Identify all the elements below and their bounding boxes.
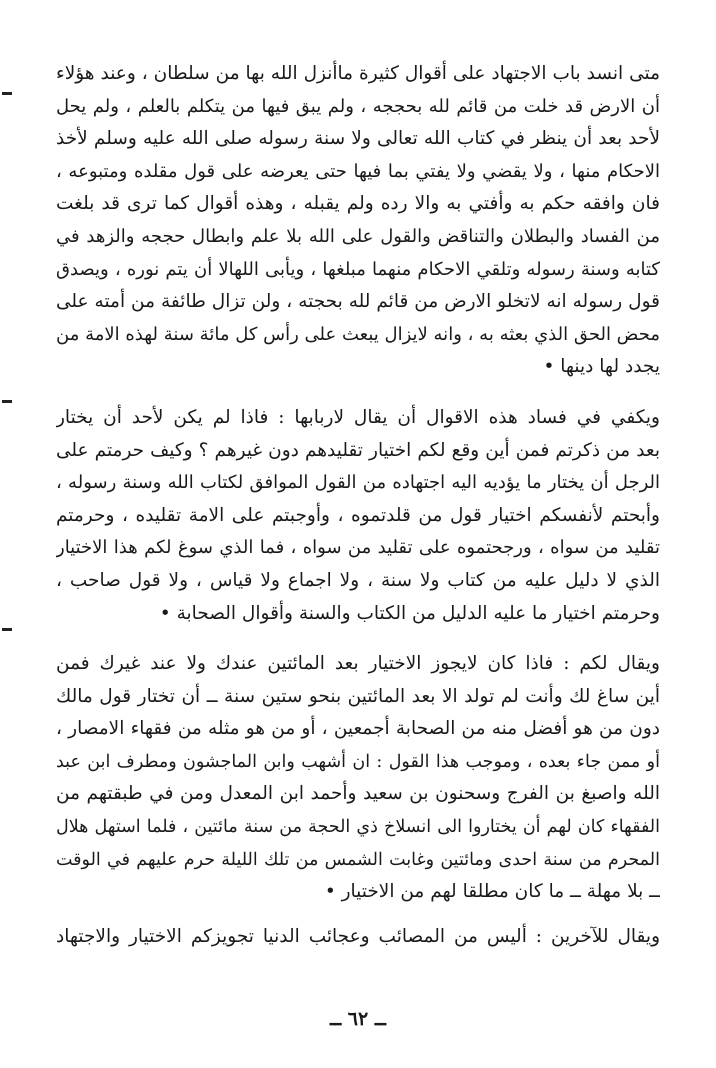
- text-line: من الفساد والبطلان والتناقض والقول على الله بلا علم وابطال حججه والزهد في: [56, 225, 660, 247]
- text-line: لأحد بعد أن ينظر في كتاب الله تعالى ولا سنة رسوله صلى الله عليه وسلم لأخذ: [56, 128, 660, 150]
- text-line: الله واصبغ بن الفرج وسحنون بن سعيد وأحمد ابن المعدل ومن في طبقتهم من: [56, 783, 660, 805]
- text-line: أو ممن جاء بعده ، وموجب هذا القول : ان أشهب وابن الماجشون ومطرف ابن عبد: [56, 751, 660, 772]
- text-line: ويقال لكم : فاذا كان لايجوز الاختيار بعد المائتين عندك ولا عند غيرك فمن: [56, 653, 660, 675]
- text-line: متى انسد باب الاجتهاد على أقوال كثيرة ماأنزل الله بها من سلطان ، وعند هؤلاء: [56, 63, 660, 84]
- text-line: ــ بلا مهلة ــ ما كان مطلقا لهم من الاختيار •: [324, 881, 660, 903]
- text-line: بعد من ذكرتم فمن أين وقع لكم اختيار تقليدهم دون غيرهم ؟ وكيف حرمتم على: [56, 439, 660, 461]
- paragraph-1: [56, 58, 660, 384]
- text-line: محض الحق الذي بعثه به ، وانه لايزال يبعث على رأس كل مائة سنة لهذه الامة من: [56, 323, 660, 345]
- text-line: كتابه وسنة رسوله وتلقي الاحكام منهما مبلغها ، ويأبى اللهالا أن يتم نوره ، ويصدق: [56, 258, 660, 280]
- text-line: الفقهاء كان لهم أن يختاروا الى انسلاخ ذي الحجة من سنة مائتين ، فلما استهل هلال: [56, 817, 660, 838]
- text-line: قول رسوله انه لاتخلو الارض من قائم لله بحجته ، ولن تزال طائفة من أمته على: [56, 291, 660, 313]
- paragraph-gap: [56, 909, 660, 921]
- text-line: أين ساغ لك وأنت لم تولد الا بعد المائتين بنحو ستين سنة ــ أن تختار قول مالك: [56, 685, 660, 707]
- paragraph-4: [56, 921, 660, 954]
- text-body: [56, 58, 660, 953]
- text-line: فان وافقه حكم به وأفتي به والا رده ولم يقبله ، وهذه أقوال كما ترى قد بلغت: [56, 193, 660, 215]
- page-number: ــ ٦٢ ــ: [330, 1008, 386, 1030]
- paragraph-3: [56, 648, 660, 909]
- text-line: ويكفي في فساد هذه الاقوال أن يقال لاربابها : فاذا لم يكن لأحد أن يختار: [56, 406, 660, 428]
- text-line: الاحكام منها ، ولا يقضي ولا يفتي بما فيها حتى يعرضه على قول مقلده ومتبوعه ،: [56, 160, 660, 182]
- margin-mark: [2, 92, 12, 95]
- paragraph-gap: [56, 630, 660, 648]
- text-line: وحرمتم اختيار ما عليه الدليل من الكتاب والسنة وأقوال الصحابة •: [159, 602, 660, 624]
- text-line: الرجل أن يختار ما يؤديه اليه اجتهاده من القول الموافق لكتاب الله وسنة رسوله ،: [56, 472, 660, 494]
- text-line: ويقال للآخرين : أليس من المصائب وعجائب الدنيا تجويزكم الاختيار والاجتهاد: [56, 925, 660, 947]
- text-line: المحرم من سنة احدى ومائتين وغابت الشمس من تلك الليلة حرم عليهم في الوقت: [56, 849, 660, 870]
- margin-mark: [2, 400, 12, 403]
- text-line: دون من هو أفضل منه من الصحابة أجمعين ، أو من هو مثله من فقهاء الامصار ،: [56, 718, 660, 740]
- text-line: الذي لا دليل عليه من كتاب ولا سنة ، ولا اجماع ولا قياس ، ولا قول صاحب ،: [56, 569, 660, 591]
- text-line: أن الارض قد خلت من قائم لله بحججه ، ولم يبق فيها من يتكلم بالعلم ، ولم يحل: [56, 95, 660, 117]
- paragraph-2: [56, 402, 660, 630]
- paragraph-gap: [56, 384, 660, 402]
- text-line: وأبحتم لأنفسكم اختيار قول من قلدتموه ، وأوجبتم على الامة تقليده ، وحرمتم: [56, 504, 660, 526]
- text-line: تقليد من سواه ، ورجحتموه على تقليد من سواه ، فما الذي سوغ لكم هذا الاختيار: [56, 537, 660, 559]
- margin-mark: [2, 628, 12, 631]
- text-line: يجدد لها دينها •: [543, 356, 660, 378]
